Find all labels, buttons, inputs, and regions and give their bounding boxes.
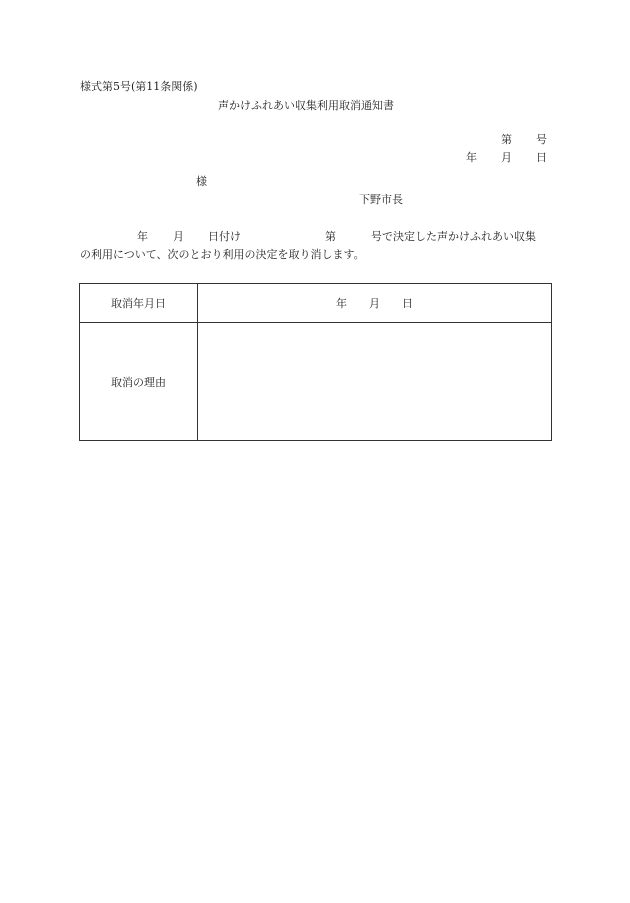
date-day-label: 日 <box>536 151 547 164</box>
number-go-label: 号 <box>536 133 547 146</box>
issuer-name: 下野市長 <box>359 193 403 206</box>
table-row-cancel-date <box>80 284 552 323</box>
form-number: 様式第5号(第11条関係) <box>80 80 198 93</box>
body-dai-label: 第 <box>325 230 336 243</box>
table-row-cancel-reason <box>80 323 552 441</box>
body-month-label: 月 <box>173 230 184 243</box>
date-month-label: 月 <box>501 151 512 164</box>
cancel-date-label: 取消年月日 <box>80 284 198 323</box>
body-day-dated-label: 日付け <box>208 230 241 243</box>
date-year-label: 年 <box>466 151 477 164</box>
cancel-reason-label: 取消の理由 <box>80 323 198 441</box>
cancel-reason-value <box>198 323 552 441</box>
body-decision-text: 号で決定した声かけふれあい収集 <box>371 230 536 243</box>
body-text-line-2: の利用について、次のとおり利用の決定を取り消します。 <box>80 248 365 261</box>
cancellation-table <box>79 283 552 441</box>
cancel-date-value: 年 月 日 <box>198 284 552 323</box>
number-dai-label: 第 <box>501 133 512 146</box>
body-year-label: 年 <box>137 230 148 243</box>
recipient-line: 様 <box>196 175 207 188</box>
issue-date-line <box>452 137 547 179</box>
document-title: 声かけふれあい収集利用取消通知書 <box>218 99 394 112</box>
